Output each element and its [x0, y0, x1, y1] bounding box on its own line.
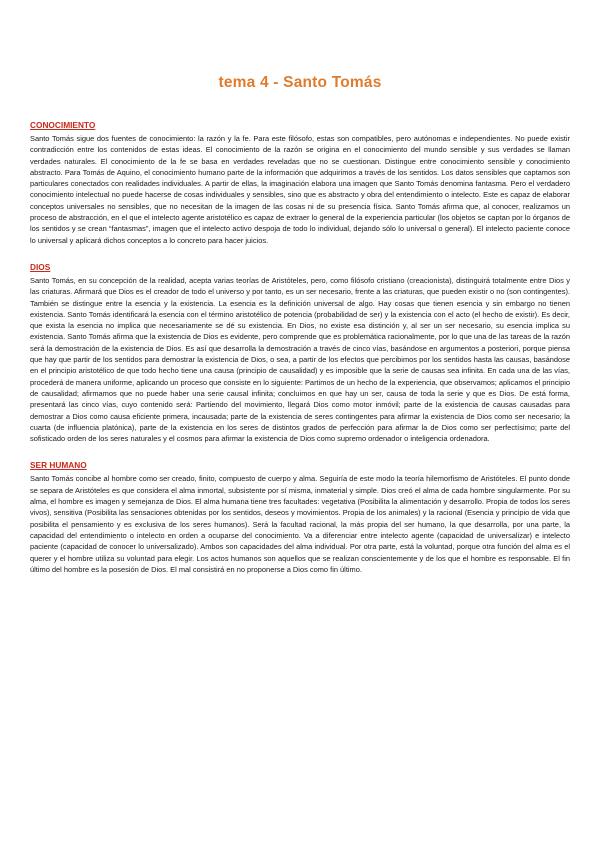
page-title: tema 4 - Santo Tomás — [218, 74, 382, 91]
section-body: Santo Tomás concibe al hombre como ser creado, finito, compuesto de cuerpo y alma. Seguiría de este modo la teoría hilemorfismo de Aristóteles. El punto donde se separa de Aristóteles es que considera el alma inmortal, subsistente por sí misma, inmaterial y simple. Dios creó el alma de cada hombre singularmente. Por su alma, el hombre es imagen y semejanza de Dios. El alma humana tiene tres facultades: vegetativa (Posibilita la alimentación y desarrollo. Propia de todos los seres vivos), sensitiva (Posibilita las sensaciones obtenidas por los sentidos, deseos y movimientos. Propia de los animales) y la racional (Esencia y principio de vida que posibilita el pensamiento y es exclusiva de los seres humanos). Será la facultad racional, la más propia del ser humano, la que desarrolla, por una parte, la capacidad del entendimiento o intelecto en orden a ocuparse del conocimiento. Va a diferenciar entre intelecto agente (capacidad de universalizar) e intelecto paciente (capacidad de conocer lo universalizado). Ambos son capacidades del alma individual. Por otra parte, está la voluntad, porque otra función del alma es el querer y el hombre utiliza su voluntad para elegir. Los actos humanos son aquellos que se realizan conscientemente y de los que el hombre es responsable. El fin último del hombre es la posesión de Dios. El mal consistirá en no proponerse a Dios como fin último. — [30, 474, 570, 574]
section-body: Santo Tomás, en su concepción de la realidad, acepta varias teorías de Aristóteles, pero, como filósofo cristiano (creacionista), distinguirá totalmente entre Dios y las criaturas. Afirmará que Dios es el creador de todo el universo y por tanto, es un ser necesario, frente a las criaturas, que pueden existir o no (son contingentes). También se distingue entre la esencia y la existencia. La esencia es la definición universal de algo. Hay cosas que tienen esencia y sin embargo no tienen existencia. Santo Tomás identificará la esencia con el término aristotélico de potencia (probabilidad de ser) y la existencia con el acto (el hecho de existir). Es decir, que exista la esencia no implica que necesariamente se dé su existencia. En Dios, no existe esa distinción y, al ser un ser necesario, su esencia implica su existencia. Santo Tomás afirma que la existencia de Dios es evidente, pero comprende que es problemática racionalmente, por lo que una de las tareas de la razón será la demostración de la existencia de Dios. Es así que desarrolla la demostración a través de cinco vías, basándose en argumentos a posteriori, porque piensa que hay que partir de los sentidos para demostrar la existencia de Dios, o sea, a partir de los efectos que percibimos por los sentidos hasta las causas, basándose en el principio aristotélico de que todo hecho tiene una causa (principio de causalidad) y es imposible que la serie de causas sea infinita. En cada una de las vías, procederá de manera uniforme, aplicando un proceso que consiste en lo siguiente: Partimos de un hecho de la experiencia, que observamos; aplicamos el principio de causalidad; afirmamos que no puede haber una serie causal infinita; concluimos en que hay un ser, causa de toda la serie y que es Dios. De está forma, presentará las cinco vías, cuyo contenido será: Partiendo del movimiento, llegará Dios como motor inmóvil; parte de la existencia de causas causadas para demostrar a Dios como causa eficiente primera, incausada; parte de la existencia de seres contingentes para afirmar la existencia de Dios como ser necesario; la cuarta (de influencia platónica), parte de la existencia en los seres de distintos grados de perfección para afirmar la de Dios como ser perfectísimo; parte del sofisticado orden de los seres naturales y el cosmos para afirmar la existencia de Dios como supremo ordenador o inteligencia ordenadora. — [30, 275, 570, 444]
section-conocimiento — [30, 115, 570, 246]
section-heading: SER HUMANO — [30, 460, 87, 471]
section-body: Santo Tomás sigue dos fuentes de conocimiento: la razón y la fe. Para este filósofo, estas son compatibles, pero autónomas e independientes. No puede existir contradicción entre los contenidos de estas ideas. El conocimiento de la razón se origina en el conocimiento del mundo sensible y sus verdades se llaman verdades naturales. El conocimiento de la fe se basa en verdades reveladas que no se cuestionan. Distingue entre conocimiento sensible y conocimiento abstracto. Para Tomás de Aquino, el conocimiento humano parte de la información que adquirimos a través de los sentidos. Los datos sensibles que captamos son particulares conectados con realidades individuales. A partir de ellas, la imaginación elabora una imagen que Santo Tomás denomina fantasma. Pero el verdadero conocimiento intelectual no puede hacerse de cosas individuales y sensibles, sino que es abstracto y obra del entendimiento o intelecto. Este es capaz de elaborar conceptos universales no sensibles, que no necesitan de la imagen de las cosas ni de su presencia física. Santo Tomás afirma que, al conocer, realizamos un proceso de abstracción, en el que el intelecto agente aristotélico es capaz de extraer lo general de la experiencia particular (los objetos se captan por lo órganos de los sentidos y se crean “fantasmas”, imagen que el intelecto activo despoja de todo lo individual, dejando sólo lo universal o general). El intelecto paciente conoce lo universal y aplicará dichos conceptos a lo concreto para hacer juicios. — [30, 134, 570, 245]
section-heading: CONOCIMIENTO — [30, 120, 96, 130]
section-heading: DIOS — [30, 261, 51, 272]
section-dios — [30, 257, 570, 444]
section-ser-humano — [30, 455, 570, 575]
